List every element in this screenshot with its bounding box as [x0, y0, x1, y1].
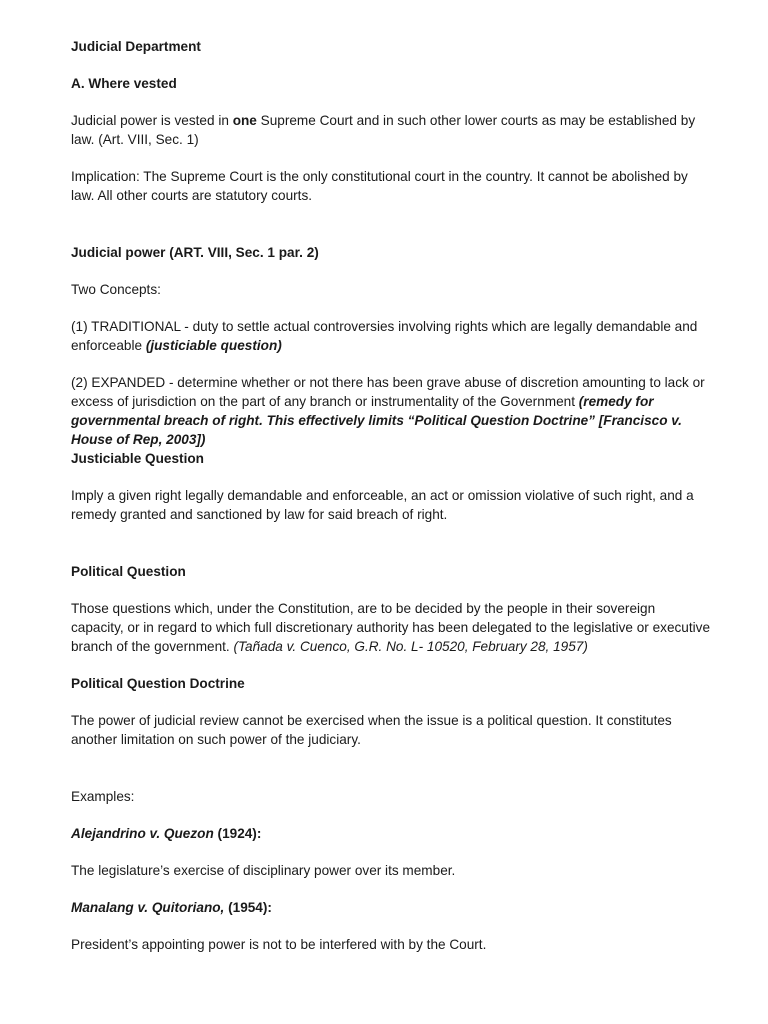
political-question-heading: Political Question — [71, 564, 186, 579]
examples-label: Examples: — [71, 789, 135, 804]
traditional-emphasis: (justiciable question) — [145, 338, 282, 353]
expanded-emphasis: (remedy for governmental breach of right. This effectively limits “Political Question Doctrine” [Francisco v. House of Rep, 2003]) — [71, 394, 682, 447]
vested-emphasis-one: one — [232, 113, 257, 128]
expanded-concept — [71, 373, 711, 449]
case-manalang-text: President’s appointing power is not to be interfered with by the Court. — [71, 937, 487, 952]
two-concepts-label: Two Concepts: — [71, 282, 161, 297]
traditional-text: (1) TRADITIONAL - duty to settle actual controversies involving rights which are legally demandable and enforceable — [71, 319, 698, 353]
document-body — [71, 37, 711, 954]
justiciable-question-heading: Justiciable Question — [71, 451, 204, 466]
document-title: Judicial Department — [71, 39, 201, 54]
expanded-text: (2) EXPANDED - determine whether or not there has been grave abuse of discretion amounting to lack or excess of jurisdiction on the part of any branch or instrumentality of the Government — [71, 375, 705, 409]
section-heading-where-vested: A. Where vested — [71, 76, 177, 91]
case-manalang-heading — [71, 898, 711, 917]
traditional-concept — [71, 317, 711, 355]
case-alejandrino-year: (1924): — [213, 826, 262, 841]
vested-text-end: Supreme Court and in such other lower courts as may be established by law. (Art. VIII, Sec. 1) — [71, 113, 696, 147]
implication-paragraph: Implication: The Supreme Court is the only constitutional court in the country. It cannot be abolished by law. All other courts are statutory courts. — [71, 169, 688, 203]
political-question-body: Those questions which, under the Constitution, are to be decided by the people in their sovereign capacity, or in regard to which full discretionary authority has been delegated to the legislative or executive branch of the government. — [71, 601, 711, 654]
political-question-text — [71, 599, 711, 656]
political-question-doctrine-text: The power of judicial review cannot be exercised when the issue is a political question. It constitutes another limitation on such power of the judiciary. — [71, 713, 672, 747]
justiciable-question-text: Imply a given right legally demandable and enforceable, an act or omission violative of such right, and a remedy granted and sanctioned by law for said breach of right. — [71, 488, 694, 522]
case-manalang-name: Manalang v. Quitoriano, — [71, 900, 225, 915]
judicial-power-heading: Judicial power (ART. VIII, Sec. 1 par. 2) — [71, 245, 319, 260]
political-question-doctrine-heading: Political Question Doctrine — [71, 676, 245, 691]
vested-paragraph — [71, 111, 711, 149]
political-question-citation: (Tañada v. Cuenco, G.R. No. L- 10520, February 28, 1957) — [233, 639, 588, 654]
vested-text-start: Judicial power is vested in — [71, 113, 233, 128]
case-alejandrino-name: Alejandrino v. Quezon — [71, 826, 214, 841]
case-alejandrino-text: The legislature’s exercise of disciplinary power over its member. — [71, 863, 456, 878]
case-manalang-year: (1954): — [224, 900, 272, 915]
case-alejandrino-heading — [71, 824, 711, 843]
